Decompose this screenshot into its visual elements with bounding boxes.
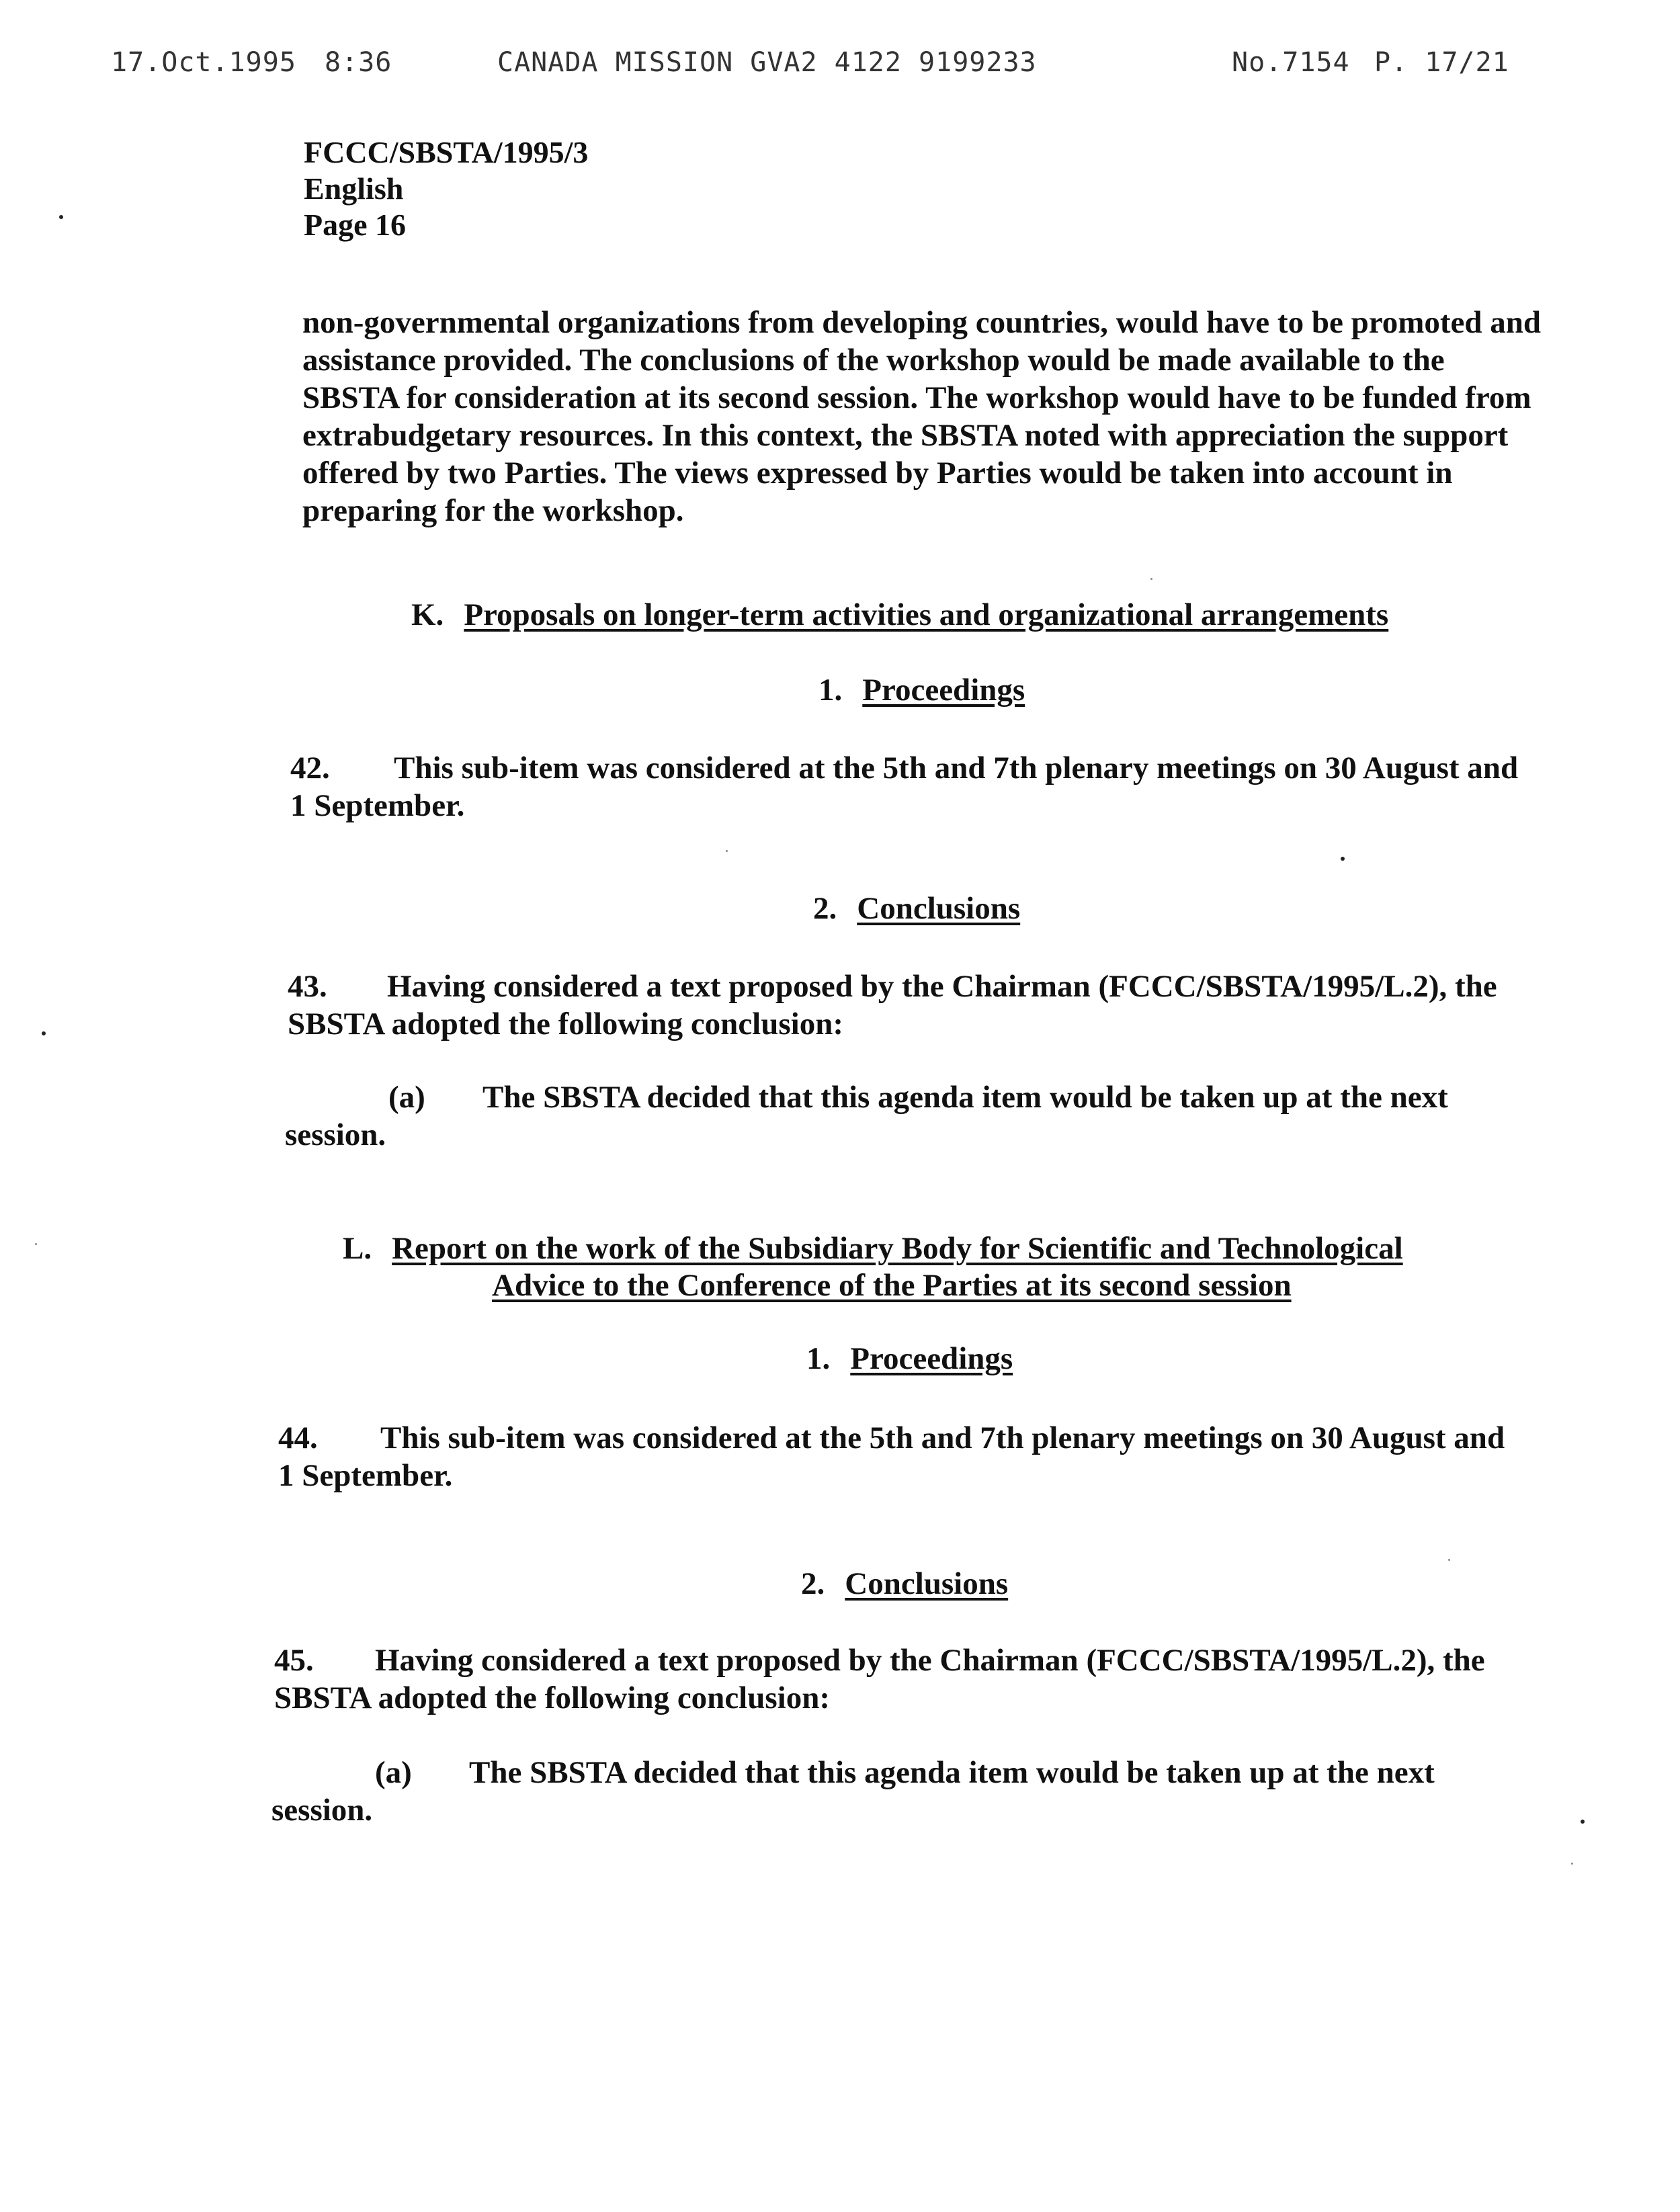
conclusion-item-a <box>285 1078 1448 1154</box>
paragraph-line: session. <box>271 1793 373 1828</box>
paragraph-number: 43. <box>288 969 327 1004</box>
subsection-number: 1. <box>818 673 843 708</box>
section-l-heading-line2 <box>492 1267 1292 1304</box>
subsection-k2-heading <box>813 890 1020 927</box>
paragraph-line: offered by two Parties. The views expressed by Parties would be taken into account in <box>302 456 1453 491</box>
paragraph-line: Having considered a text proposed by the Chairman (FCCC/SBSTA/1995/L.2), the <box>387 969 1497 1004</box>
scan-speck <box>35 1243 37 1245</box>
section-letter: L. <box>343 1231 372 1266</box>
item-label: (a) <box>375 1755 412 1790</box>
document-symbol: FCCC/SBSTA/1995/3 <box>304 135 589 169</box>
paragraph-line: SBSTA for consideration at its second session. The workshop would have to be funded from <box>302 380 1531 415</box>
fax-time: 8:36 <box>325 47 392 78</box>
section-letter: K. <box>411 597 444 632</box>
paragraph-44 <box>278 1419 1505 1494</box>
scan-speck <box>1150 578 1152 580</box>
fax-date: 17.Oct.1995 <box>111 47 296 78</box>
paragraph-line: SBSTA adopted the following conclusion: <box>274 1681 831 1715</box>
fax-number: No.7154 <box>1232 47 1350 78</box>
subsection-title: Proceedings <box>862 673 1025 708</box>
fax-header <box>111 47 1542 87</box>
subsection-number: 1. <box>806 1341 831 1376</box>
document-page-number: Page 16 <box>304 208 407 242</box>
paragraph-line: session. <box>285 1117 386 1152</box>
subsection-title: Proceedings <box>850 1341 1013 1376</box>
subsection-number: 2. <box>813 891 837 926</box>
section-title-line: Advice to the Conference of the Parties at its second session <box>492 1268 1292 1303</box>
paragraph-number: 44. <box>278 1420 318 1455</box>
scan-speck <box>1341 857 1345 861</box>
fax-sender: CANADA MISSION GVA2 4122 9199233 <box>497 47 1037 78</box>
paragraph-number: 42. <box>290 751 330 785</box>
scan-speck <box>1581 1820 1585 1824</box>
scan-speck <box>726 850 728 852</box>
paragraph-line: This sub-item was considered at the 5th and 7th plenary meetings on 30 August and <box>380 1420 1505 1455</box>
paragraph-45 <box>274 1642 1485 1717</box>
subsection-title: Conclusions <box>845 1566 1009 1601</box>
paragraph-line: Having considered a text proposed by the Chairman (FCCC/SBSTA/1995/L.2), the <box>375 1643 1485 1678</box>
paragraph-line: SBSTA adopted the following conclusion: <box>288 1007 844 1041</box>
subsection-k1-heading <box>818 672 1025 708</box>
paragraph-line: non-governmental organizations from developing countries, would have to be promoted and <box>302 305 1542 340</box>
fax-page-count: P. 17/21 <box>1374 47 1509 78</box>
subsection-title: Conclusions <box>857 891 1021 926</box>
paragraph-line: assistance provided. The conclusions of the workshop would be made available to the <box>302 343 1445 378</box>
scan-speck <box>1571 1863 1573 1865</box>
section-title-line: Report on the work of the Subsidiary Body for Scientific and Technological <box>392 1231 1403 1266</box>
paragraph-43 <box>288 968 1497 1043</box>
section-k-heading <box>411 597 1388 633</box>
subsection-l2-heading <box>801 1566 1008 1602</box>
subsection-l1-heading <box>806 1341 1013 1377</box>
paragraph-42 <box>290 749 1518 824</box>
paragraph-line: 1 September. <box>290 788 465 823</box>
paragraph-line: The SBSTA decided that this agenda item would be taken up at the next <box>482 1080 1448 1115</box>
paragraph-line: extrabudgetary resources. In this context, the SBSTA noted with appreciation the support <box>302 418 1509 453</box>
paragraph-line: This sub-item was considered at the 5th and 7th plenary meetings on 30 August and <box>394 751 1519 785</box>
scan-speck <box>42 1031 46 1035</box>
conclusion-item-a <box>271 1754 1435 1829</box>
item-label: (a) <box>388 1080 425 1115</box>
section-title: Proposals on longer-term activities and organizational arrangements <box>464 597 1389 632</box>
intro-paragraph <box>302 304 1541 529</box>
paragraph-line: 1 September. <box>278 1458 453 1493</box>
paragraph-line: preparing for the workshop. <box>302 493 684 528</box>
scan-speck <box>1448 1559 1450 1561</box>
document-reference <box>304 134 588 243</box>
scan-speck <box>59 215 63 219</box>
section-l-heading <box>343 1230 1403 1267</box>
paragraph-number: 45. <box>274 1643 314 1678</box>
subsection-number: 2. <box>801 1566 825 1601</box>
paragraph-line: The SBSTA decided that this agenda item would be taken up at the next <box>469 1755 1435 1790</box>
document-language: English <box>304 171 404 206</box>
